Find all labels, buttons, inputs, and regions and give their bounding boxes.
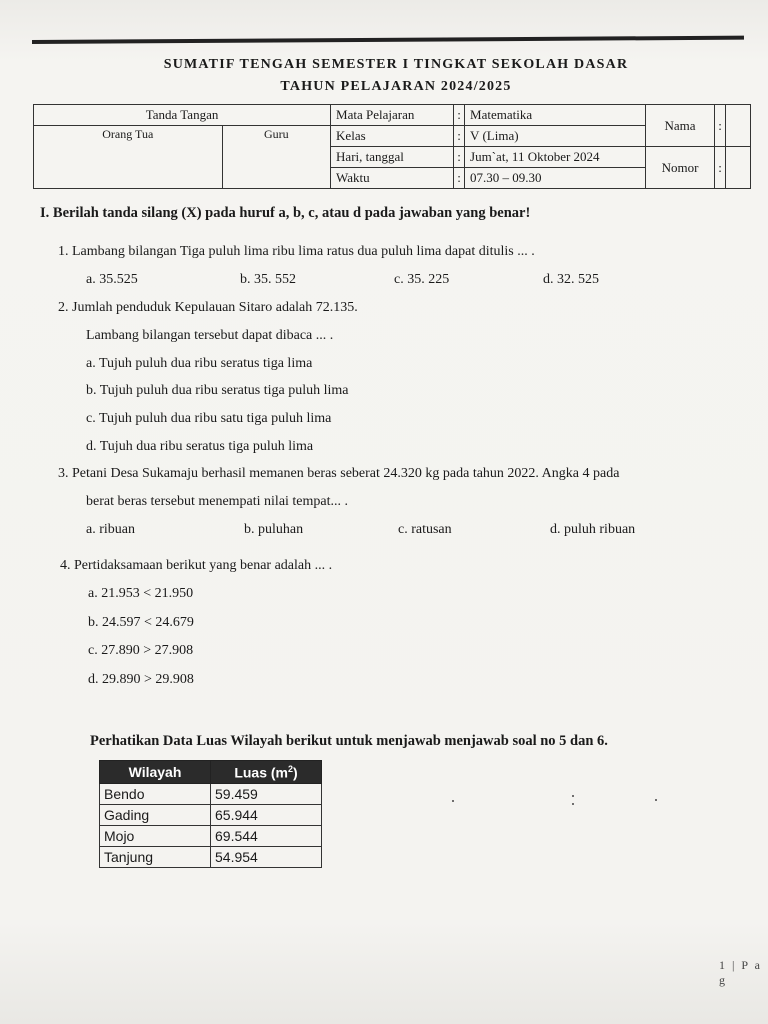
nama-label: Nama bbox=[646, 105, 715, 147]
q1-option-b[interactable]: b. 35. 552 bbox=[240, 272, 296, 287]
q3-option-d[interactable]: d. puluh ribuan bbox=[550, 522, 636, 537]
question-1-text: 1. Lambang bilangan Tiga puluh lima ribu lima ratus dua puluh lima dapat ditulis ... . bbox=[58, 244, 535, 259]
area-table-header-wilayah: Wilayah bbox=[100, 761, 211, 784]
q2-option-d[interactable]: d. Tujuh dua ribu seratus tiga puluh lima bbox=[86, 439, 314, 454]
luas-cell: 54.954 bbox=[211, 847, 322, 868]
paper-speck bbox=[572, 803, 574, 805]
q1-option-c[interactable]: c. 35. 225 bbox=[394, 272, 450, 287]
info-value: 07.30 – 09.30 bbox=[465, 168, 646, 189]
paper-speck bbox=[452, 800, 454, 802]
q4-option-c[interactable]: c. 27.890 > 27.908 bbox=[88, 643, 194, 658]
info-value: Jum`at, 11 Oktober 2024 bbox=[465, 147, 646, 168]
wilayah-cell: Bendo bbox=[100, 784, 211, 805]
paper-speck bbox=[572, 795, 574, 797]
q2-option-c[interactable]: c. Tujuh puluh dua ribu satu tiga puluh lima bbox=[86, 411, 332, 426]
signature-heading: Tanda Tangan bbox=[34, 105, 331, 126]
question-3-text: 3. Petani Desa Sukamaju berhasil memanen beras seberat 24.320 kg pada tahun 2022. Angka 4 pada bbox=[58, 466, 620, 481]
wilayah-cell: Tanjung bbox=[100, 847, 211, 868]
q1-option-a[interactable]: a. 35.525 bbox=[86, 272, 138, 287]
info-value: V (Lima) bbox=[465, 126, 646, 147]
wilayah-cell: Gading bbox=[100, 805, 211, 826]
identity-table: Tanda Tangan Mata Pelajaran : Matematika Nama : Orang Tua Guru Kelas : V (Lima) Hari, tanggal : Jum`at, 11 Oktober 2024 Nomor : Waktu : 07.30 – 09.30 bbox=[33, 104, 751, 189]
nomor-label: Nomor bbox=[646, 147, 715, 189]
q4-option-d[interactable]: d. 29.890 > 29.908 bbox=[88, 672, 194, 687]
nama-field[interactable] bbox=[726, 105, 751, 147]
question-3-text-cont: berat beras tersebut menempati nilai tempat... . bbox=[86, 494, 349, 509]
question-4-text: 4. Pertidaksamaan berikut yang benar adalah ... . bbox=[60, 558, 333, 573]
section-instruction: I. Berilah tanda silang (X) pada huruf a, b, c, atau d pada jawaban yang benar! bbox=[40, 205, 531, 221]
table-row bbox=[100, 784, 322, 805]
orang-tua-signature-box[interactable]: Orang Tua bbox=[34, 126, 223, 189]
data-heading: Perhatikan Data Luas Wilayah berikut untuk menjawab menjawab soal no 5 dan 6. bbox=[90, 733, 608, 749]
guru-signature-box[interactable]: Guru bbox=[222, 126, 330, 189]
question-3-options bbox=[0, 522, 768, 542]
question-2-text-cont: Lambang bilangan tersebut dapat dibaca ... . bbox=[86, 328, 334, 343]
nomor-field[interactable] bbox=[726, 147, 751, 189]
question-2-text: 2. Jumlah penduduk Kepulauan Sitaro adalah 72.135. bbox=[58, 300, 358, 315]
area-table bbox=[99, 760, 322, 868]
q1-option-d[interactable]: d. 32. 525 bbox=[543, 272, 599, 287]
area-table-header-luas: Luas $(m^2)$ bbox=[211, 761, 322, 784]
q3-option-b[interactable]: b. puluhan bbox=[244, 522, 304, 537]
q2-option-b[interactable]: b. Tujuh puluh dua ribu seratus tiga puluh lima bbox=[86, 383, 349, 398]
info-label: Mata Pelajaran bbox=[331, 105, 454, 126]
exam-title: SUMATIF TENGAH SEMESTER I TINGKAT SEKOLAH DASAR bbox=[163, 57, 629, 72]
luas-cell: 69.544 bbox=[211, 826, 322, 847]
q3-option-a[interactable]: a. ribuan bbox=[86, 522, 135, 537]
q4-option-b[interactable]: b. 24.597 < 24.679 bbox=[88, 615, 194, 630]
paper-speck bbox=[655, 799, 657, 801]
page-number: 1 | P a g bbox=[719, 958, 762, 987]
table-row bbox=[100, 826, 322, 847]
info-label: Hari, tanggal bbox=[331, 147, 454, 168]
question-1-options bbox=[0, 272, 768, 292]
q2-option-a[interactable]: a. Tujuh puluh dua ribu seratus tiga lima bbox=[86, 356, 313, 371]
wilayah-cell: Mojo bbox=[100, 826, 211, 847]
table-row bbox=[100, 805, 322, 826]
luas-cell: 59.459 bbox=[211, 784, 322, 805]
table-row bbox=[100, 847, 322, 868]
exam-year: TAHUN PELAJARAN 2024/2025 bbox=[280, 79, 512, 94]
info-label: Kelas bbox=[331, 126, 454, 147]
info-label: Waktu bbox=[331, 168, 454, 189]
luas-cell: 65.944 bbox=[211, 805, 322, 826]
q3-option-c[interactable]: c. ratusan bbox=[398, 522, 452, 537]
info-value: Matematika bbox=[465, 105, 646, 126]
q4-option-a[interactable]: a. 21.953 < 21.950 bbox=[88, 586, 194, 601]
